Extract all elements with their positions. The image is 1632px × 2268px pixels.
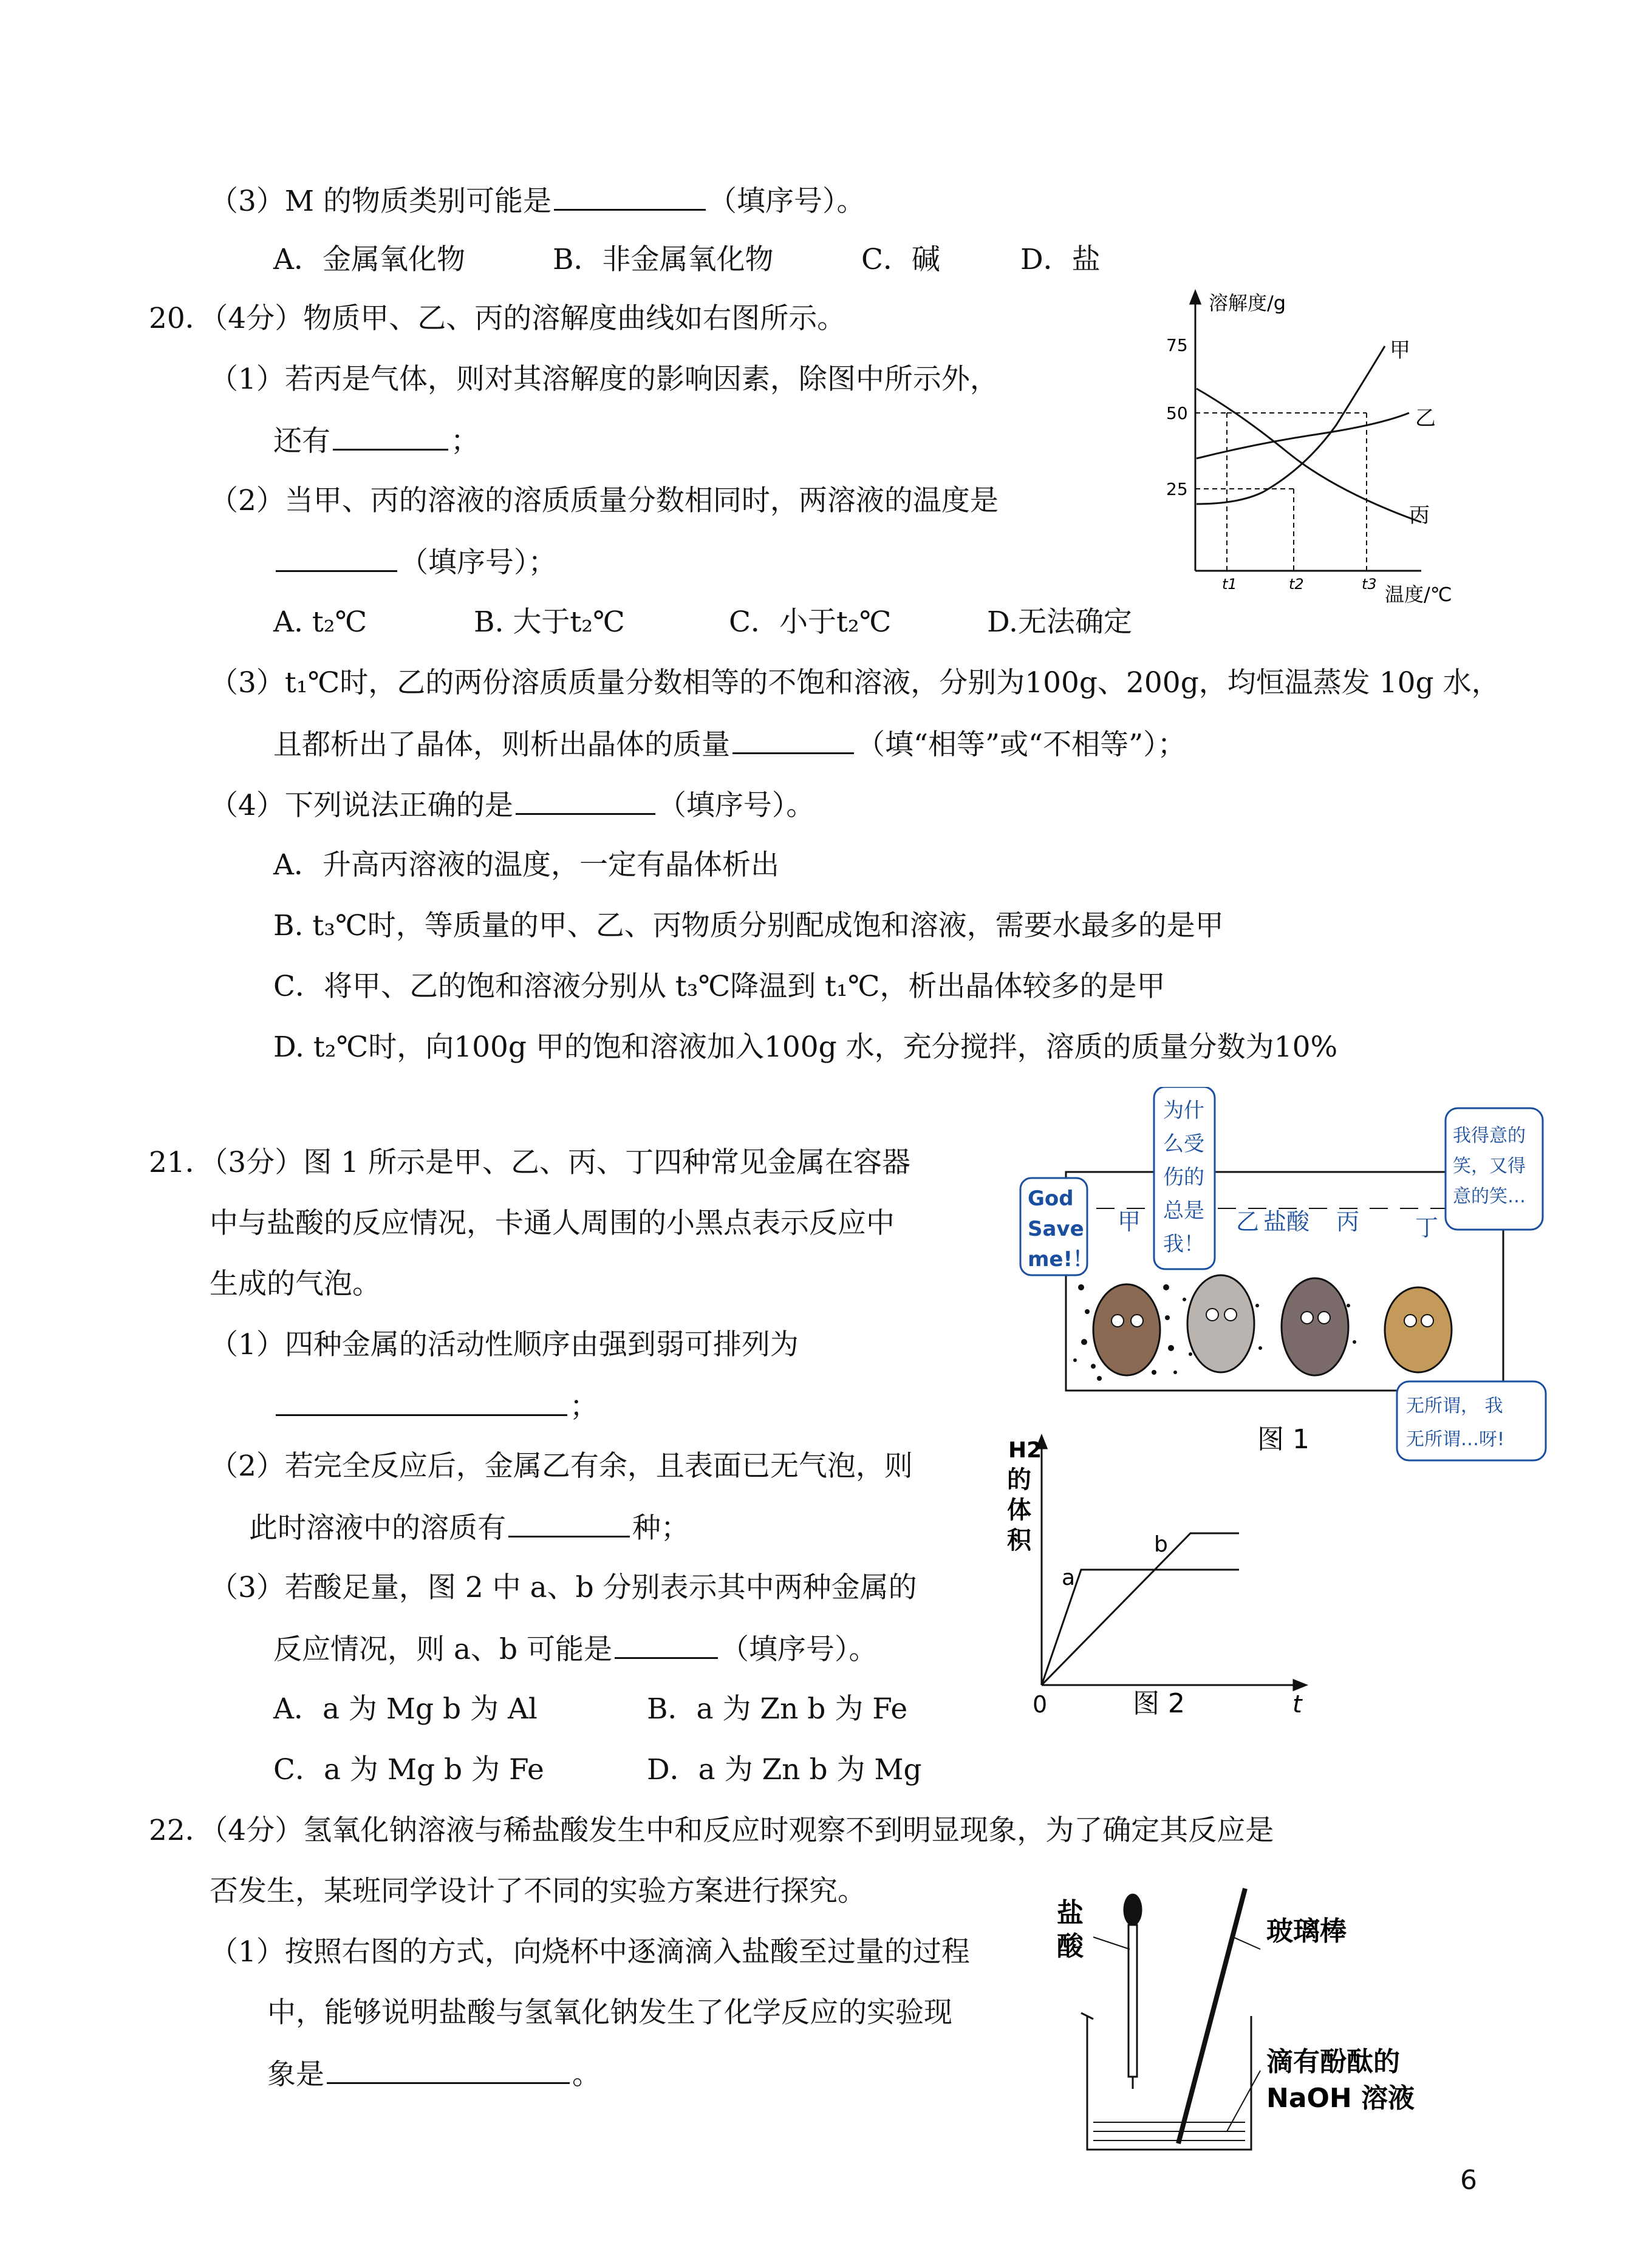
dropper-bulb <box>1124 1895 1141 1925</box>
dropper-tube <box>1128 1925 1137 2077</box>
ylabel-char1: 的 <box>1007 1466 1031 1494</box>
ylabel-char2: 体 <box>1007 1496 1031 1524</box>
ylabel-h2: H2 <box>1008 1438 1042 1463</box>
solution-label-1: 滴有酚酞的 <box>1266 2046 1400 2077</box>
answer-blank[interactable] <box>554 182 706 211</box>
xtick-t1: t1 <box>1222 576 1237 593</box>
titration-apparatus-figure <box>1045 1876 1470 2162</box>
bubble4-line2: 无所谓…呀! <box>1406 1429 1505 1450</box>
q20-part2-line1: （2）当甲、丙的溶液的溶质质量分数相同时，两溶液的温度是 <box>210 484 999 517</box>
bubble1-line2: Save <box>1028 1217 1084 1241</box>
xtick-t2: t2 <box>1289 576 1304 593</box>
q21-part2-line2: 此时溶液中的溶质有 种； <box>249 1509 689 1547</box>
label-bing: 丙 <box>1336 1208 1360 1235</box>
q21-option-b: B．a 为 Zn b 为 Fe <box>647 1692 908 1726</box>
q20-part1-line2: 还有 ； <box>273 422 479 460</box>
q20-p2-option-c: C．小于t₂℃ <box>729 605 892 639</box>
leader-rod <box>1233 1937 1260 1949</box>
q22-part1-line3: 象是 。 <box>267 2055 601 2093</box>
ytick-25: 25 <box>1166 479 1188 499</box>
q21-part2-line1: （2）若完全反应后，金属乙有余，且表面已无气泡，则 <box>210 1449 913 1483</box>
q22-part1-line2: 中，能够说明盐酸与氢氧化钠发生了化学反应的实验现 <box>267 1996 952 2029</box>
bubble2-line1: 为什 <box>1163 1098 1204 1123</box>
q20-part2-line2: （填序号）； <box>273 543 557 581</box>
glass-rod <box>1178 1888 1245 2144</box>
solution-label-2: NaOH 溶液 <box>1266 2083 1415 2114</box>
q19-option-d: D．盐 <box>1020 243 1101 276</box>
q19-option-a: A．金属氧化物 <box>273 243 465 276</box>
origin-label: 0 <box>1033 1691 1048 1718</box>
label-acid: 盐酸 <box>1263 1208 1310 1235</box>
answer-blank[interactable] <box>276 543 397 572</box>
q21-part1: （1）四种金属的活动性顺序由强到弱可排列为 <box>210 1328 799 1361</box>
series-label-yi: 乙 <box>1415 406 1436 431</box>
figure1-metals-in-acid <box>1008 1087 1555 1463</box>
page-number: 6 <box>1460 2165 1477 2196</box>
q21-intro-line2: 中与盐酸的反应情况，卡通人周围的小黑点表示反应中 <box>210 1207 895 1240</box>
bubble1-line1: God <box>1028 1187 1074 1211</box>
q19-option-b: B．非金属氧化物 <box>553 243 774 276</box>
q20-p4-option-a: A．升高丙溶液的温度，一定有晶体析出 <box>273 848 779 882</box>
bubble2-line3: 伤的 <box>1163 1165 1204 1190</box>
q20-p2-option-b: B. 大于t₂℃ <box>474 605 625 639</box>
label-ding: 丁 <box>1415 1214 1439 1241</box>
solubility-curve-chart <box>1166 285 1470 613</box>
label-jia: 甲 <box>1118 1208 1141 1235</box>
answer-blank[interactable] <box>615 1630 718 1659</box>
figure1-caption: 图 1 <box>1257 1424 1309 1455</box>
q20-p4-option-b: B. t₃℃时，等质量的甲、乙、丙物质分别配成饱和溶液，需要水最多的是甲 <box>273 909 1224 942</box>
line-b-label: b <box>1154 1532 1168 1557</box>
bubble1-line3: me!！ <box>1028 1247 1093 1272</box>
ytick-75: 75 <box>1166 335 1188 355</box>
answer-blank[interactable] <box>516 786 655 815</box>
q22-part1-line1: （1）按照右图的方式，向烧杯中逐滴滴入盐酸至过量的过程 <box>210 1935 970 1969</box>
acid-label-1: 盐 <box>1057 1898 1084 1929</box>
q21-option-d: D．a 为 Zn b 为 Mg <box>647 1753 922 1786</box>
q20-p4-option-c: C．将甲、乙的饱和溶液分别从 t₃℃降温到 t₁℃，析出晶体较多的是甲 <box>273 970 1166 1003</box>
bubble2-line2: 么受 <box>1163 1132 1204 1156</box>
rod-label: 玻璃棒 <box>1266 1916 1347 1947</box>
bubble3-line1: 我得意的 <box>1453 1125 1526 1146</box>
q21-part3-line2: 反应情况，则 a、b 可能是 （填序号）。 <box>273 1630 878 1668</box>
answer-blank[interactable] <box>333 422 448 451</box>
line-b <box>1042 1533 1239 1685</box>
q21-intro-line1: 21．（3分）图 1 所示是甲、乙、丙、丁四种常见金属在容器 <box>149 1146 910 1179</box>
bubble4-line1: 无所谓， 我 <box>1406 1395 1503 1417</box>
q21-option-a: A．a 为 Mg b 为 Al <box>273 1692 538 1726</box>
metal-bing-figure <box>1282 1278 1348 1375</box>
metal-jia-figure <box>1093 1284 1160 1375</box>
xtick-t3: t3 <box>1362 576 1377 593</box>
q21-part3-line1: （3）若酸足量，图 2 中 a、b 分别表示其中两种金属的 <box>210 1571 917 1604</box>
bubble3-line2: 笑，又得 <box>1453 1156 1526 1177</box>
label-yi: 乙 <box>1236 1208 1260 1235</box>
ytick-50: 50 <box>1166 403 1188 423</box>
q21-part1-answer: ； <box>273 1388 598 1425</box>
metal-ding-figure <box>1385 1287 1452 1372</box>
curve-jia <box>1197 346 1385 504</box>
leader-acid <box>1093 1937 1130 1949</box>
figure2-caption: 图 2 <box>1133 1688 1185 1719</box>
answer-blank[interactable] <box>276 1388 567 1416</box>
q19-option-c: C．碱 <box>861 243 940 276</box>
bubble3-line3: 意的笑… <box>1453 1186 1526 1207</box>
series-label-jia: 甲 <box>1390 338 1410 363</box>
q20-p2-option-a: A. t₂℃ <box>273 605 367 639</box>
beaker <box>1087 2016 1251 2150</box>
metal-yi-figure <box>1187 1275 1254 1372</box>
bubble2-line4: 总是 <box>1163 1199 1204 1223</box>
bubble2-line5: 我！ <box>1163 1232 1204 1256</box>
series-label-bing: 丙 <box>1409 503 1430 528</box>
line-a-label: a <box>1062 1565 1076 1590</box>
q22-intro-line2: 否发生，某班同学设计了不同的实验方案进行探究。 <box>210 1875 866 1908</box>
answer-blank[interactable] <box>508 1509 630 1538</box>
xlabel-t: t <box>1292 1691 1302 1718</box>
chart-xlabel: 温度/℃ <box>1385 583 1452 606</box>
q19-part3: （3）M 的物质类别可能是 （填序号）。 <box>210 182 865 220</box>
q20-p2-option-d: D.无法确定 <box>987 605 1132 639</box>
q20-p4-option-d: D. t₂℃时，向100g 甲的饱和溶液加入100g 水，充分搅拌，溶质的质量分数为10% <box>273 1030 1338 1064</box>
y-axis-arrow <box>1190 291 1200 304</box>
q21-intro-line3: 生成的气泡。 <box>210 1267 381 1301</box>
q20-part4: （4）下列说法正确的是 （填序号）。 <box>210 786 814 824</box>
q21-option-c: C．a 为 Mg b 为 Fe <box>273 1753 544 1786</box>
q20-part3-line2: 且都析出了晶体，则析出晶体的质量 （填“相等”或“不相等”）； <box>273 726 1186 763</box>
figure2-h2-volume-graph <box>996 1430 1336 1734</box>
answer-blank[interactable] <box>732 726 854 754</box>
answer-blank[interactable] <box>327 2055 570 2084</box>
x-axis-arrow <box>1294 1680 1306 1690</box>
q20-part1-line1: （1）若丙是气体，则对其溶解度的影响因素，除图中所示外， <box>210 363 999 396</box>
chart-ylabel: 溶解度/g <box>1209 291 1286 315</box>
q22-intro-line1: 22．（4分）氢氧化钠溶液与稀盐酸发生中和反应时观察不到明显现象，为了确定其反应是 <box>149 1814 1274 1847</box>
q20-part3-line1: （3）t₁℃时，乙的两份溶质质量分数相等的不饱和溶液，分别为100g、200g，均恒温蒸发 10g 水， <box>210 666 1500 700</box>
ylabel-char3: 积 <box>1007 1527 1031 1555</box>
solution-liquid <box>1093 2122 1245 2140</box>
q20-title: 20．（4分）物质甲、乙、丙的溶解度曲线如右图所示。 <box>149 302 846 335</box>
acid-label-2: 酸 <box>1057 1931 1084 1962</box>
curve-yi <box>1197 413 1409 458</box>
